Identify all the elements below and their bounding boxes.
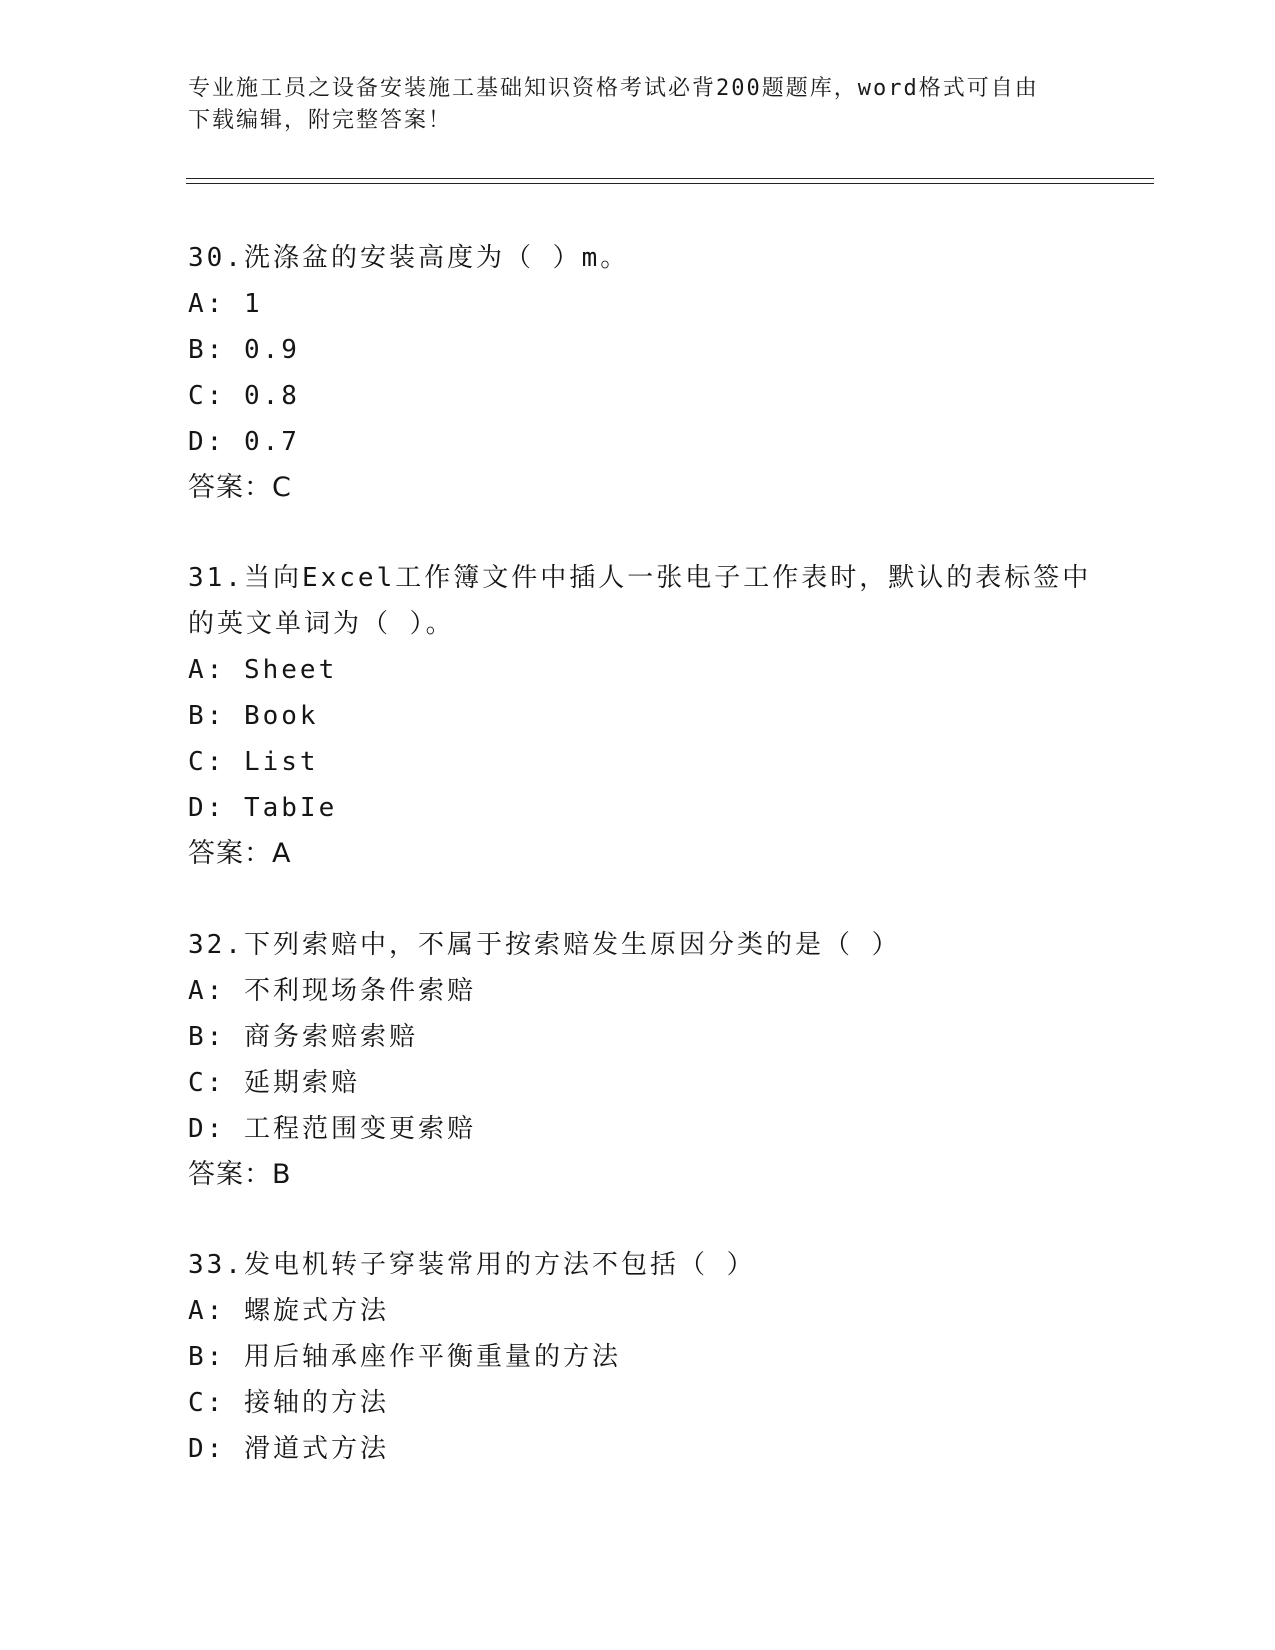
answer-line: 答案：A <box>188 838 292 869</box>
option-b: B: 用后轴承座作平衡重量的方法 <box>188 1342 621 1372</box>
header-divider-top <box>186 178 1154 179</box>
option-a: A: 螺旋式方法 <box>188 1296 389 1326</box>
option-a: A: 不利现场条件索赔 <box>188 976 476 1006</box>
option-c: C: 0.8 <box>188 381 300 411</box>
option-b: B: Book <box>188 701 319 731</box>
option-d: D: TabIe <box>188 793 338 823</box>
document-header <box>188 73 1088 137</box>
header-line-1: 专业施工员之设备安装施工基础知识资格考试必背200题题库，word格式可自由 <box>188 76 1039 101</box>
header-divider-bottom <box>186 183 1154 184</box>
option-a: A: 1 <box>188 289 263 319</box>
question-stem: 32.下列索赔中，不属于按索赔发生原因分类的是（ ） <box>188 930 901 960</box>
question-stem: 33.发电机转子穿装常用的方法不包括（ ） <box>188 1250 756 1280</box>
question-stem-continuation: 的英文单词为（ ）。 <box>188 609 455 639</box>
option-b: B: 0.9 <box>188 335 300 365</box>
question-33 <box>188 1242 1088 1472</box>
answer-line: 答案：C <box>188 472 292 503</box>
option-c: C: List <box>188 747 319 777</box>
question-stem: 31.当向Excel工作簿文件中插人一张电子工作表时，默认的表标签中 <box>188 563 1092 593</box>
option-a: A: Sheet <box>188 655 338 685</box>
question-31 <box>188 555 1092 877</box>
option-d: D: 滑道式方法 <box>188 1434 389 1464</box>
option-d: D: 0.7 <box>188 427 300 457</box>
question-30 <box>188 235 1088 511</box>
option-b: B: 商务索赔索赔 <box>188 1022 418 1052</box>
header-line-2: 下载编辑，附完整答案！ <box>188 108 453 133</box>
option-c: C: 接轴的方法 <box>188 1388 389 1418</box>
question-stem: 30.洗涤盆的安装高度为（ ）m。 <box>188 243 630 273</box>
question-32 <box>188 922 1088 1198</box>
option-d: D: 工程范围变更索赔 <box>188 1114 476 1144</box>
option-c: C: 延期索赔 <box>188 1068 360 1098</box>
answer-line: 答案：B <box>188 1159 292 1190</box>
